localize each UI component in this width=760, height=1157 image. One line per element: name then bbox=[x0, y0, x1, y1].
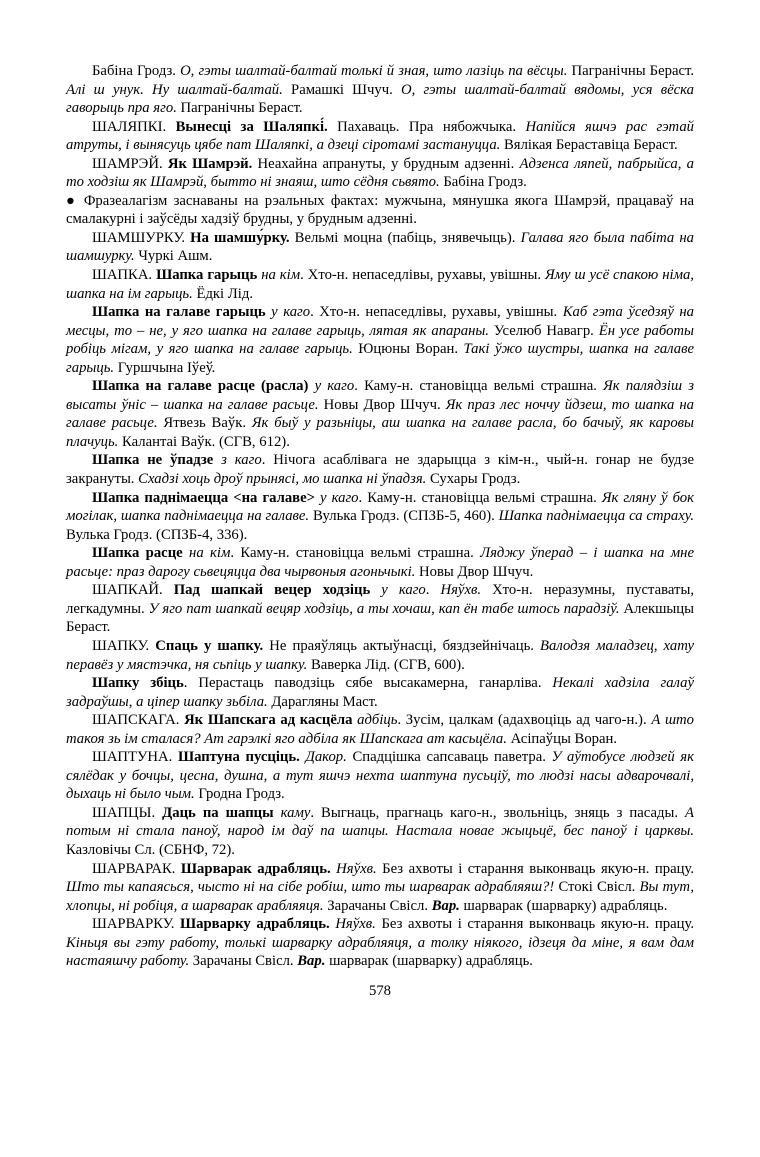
entry-run-gram: Дакор. bbox=[305, 749, 347, 766]
entry-run-idm: Вынесці за Шаляпкі́. bbox=[175, 118, 328, 135]
entry-run-gram: каму bbox=[273, 804, 311, 821]
entry-run-src: Стокі Свісл. bbox=[554, 879, 640, 896]
entry-run-src: Вулька Гродз. (СПЗБ-5, 460). bbox=[309, 508, 499, 525]
entry-run-src: Пахаваць. Пра нябожчыка. bbox=[327, 118, 526, 135]
dictionary-entry bbox=[66, 451, 694, 488]
entry-run-gram: на кім bbox=[182, 545, 231, 562]
entry-run-gram: Няўхв. bbox=[440, 582, 482, 599]
entry-run-ex: Яму ш усё спакою німа, шапка на ім гарыць. bbox=[66, 267, 694, 302]
entry-run-src: Спадцішка сапсаваць паветра. bbox=[346, 749, 552, 766]
entry-run-idm: Як Шамрэй. bbox=[167, 155, 253, 172]
entry-run-ex: Алі ш унук. Ну шалтай-балтай. bbox=[66, 81, 283, 98]
entry-run-src: Гродна Гродз. bbox=[194, 786, 285, 803]
entry-run-gram: у каго bbox=[308, 378, 355, 395]
entry-run-src: Казловічы Сл. (СБНФ, 72). bbox=[66, 841, 235, 858]
entry-run-src: . Каму-н. становіцца вельмі страшна. bbox=[230, 545, 481, 562]
entry-run-src: Вулька Гродз. (СПЗБ-4, 336). bbox=[66, 526, 248, 543]
entry-run-idm: Шапка расце bbox=[92, 545, 183, 562]
entry-run-src: Сухары Гродз. bbox=[426, 471, 521, 488]
entry-run-gram: у каго bbox=[370, 582, 426, 599]
dictionary-entry bbox=[66, 155, 694, 192]
entry-run-bul: ● bbox=[66, 192, 84, 209]
entry-run-src: Рамашкі Шчуч. bbox=[282, 81, 401, 98]
entry-run-ex: А потым ні стала паноў, народ ім даў па шапцы. Настала новае жыцьцё, бес паноў і царквы. bbox=[66, 804, 694, 840]
entry-run-src: Зарачаны Свісл. bbox=[189, 953, 298, 970]
dictionary-entry bbox=[66, 303, 694, 377]
entry-run-ex: Як праз лес ноччу йдзеш, то шапка на галаве расьце. bbox=[66, 396, 694, 432]
entry-run-ex: О, гэты шалтай-балтай толькі й зная, што лазіць па вёсцы. bbox=[180, 63, 568, 79]
entry-run-gram: з каго bbox=[213, 452, 262, 469]
entry-run-src: Без ахвоты і старання выконваць якую-н. працу. bbox=[376, 860, 694, 877]
entry-run-src: Новы Двор Шчуч. bbox=[415, 563, 534, 580]
entry-run-gram: у каго bbox=[265, 304, 311, 321]
entry-run-gram: у каго bbox=[315, 489, 359, 506]
entry-run-ex: Адзенса ляпей, пабрыйса, а то ходзіш як Шамрэй, бытто ні знаяш, што сёдня сьвято. bbox=[66, 155, 694, 191]
entry-run-ex: Вы тут, хлопцы, ні робіця, а шарварак арабляяця. bbox=[66, 879, 694, 914]
entry-run-src: Без ахвоты і старання выконваць якую-н. працу. bbox=[375, 916, 695, 933]
entry-run-src: Асіпаўцы Воран. bbox=[506, 730, 618, 747]
entry-run-ex: О, гэты шалтай-балтай вядомы, уся вёска гаворыць пра яго. bbox=[66, 81, 694, 117]
entry-run-idm: Шапку збіць bbox=[92, 675, 184, 692]
entry-run-idm: Шапка на галаве гарыць bbox=[92, 304, 266, 321]
entry-run-hw: ШАПКАЙ. bbox=[92, 582, 174, 599]
entry-run-src: . Выгнаць, прагнаць каго-н., звольніць, зняць з пасады. bbox=[310, 804, 686, 821]
entry-run-src: Ваверка Лід. (СГВ, 600). bbox=[307, 656, 465, 673]
entry-run-src: Юцюны Воран. bbox=[352, 341, 464, 358]
entry-run-ex: Шапка паднімаецца са страху. bbox=[498, 508, 694, 525]
entry-run-hw: ШАПКА. bbox=[92, 267, 157, 284]
dictionary-entry bbox=[66, 192, 694, 229]
entry-run-ex: У яго пат шапкай вецяр ходзіць, а ты хочаш, кап ён табе штось парадзіў. bbox=[148, 600, 620, 617]
entry-run-src: шарварак (шарварку) адрабляць. bbox=[325, 953, 533, 970]
dictionary-entry bbox=[66, 860, 694, 916]
dictionary-entry bbox=[66, 544, 694, 581]
entry-run-hw: ШАМРЭЙ. bbox=[92, 155, 168, 172]
entry-run-hw: ШАЛЯПКІ. bbox=[92, 118, 176, 135]
dictionary-entry bbox=[66, 804, 694, 860]
dictionary-entry bbox=[66, 711, 694, 748]
entry-run-hw: ШАПСКАГА. bbox=[92, 712, 185, 729]
entry-run-src: . Нічога асаблівага не здарыцца з кім-н., чый-н. гонар не будзе закрануты. bbox=[66, 452, 694, 488]
dictionary-entry bbox=[66, 377, 694, 451]
entry-run-src: . Зусім, цалкам (адахвоціць ад чаго-н.). bbox=[397, 712, 652, 729]
entry-run-src: Не праяўляць актыўнасці, бяздзейнічаць. bbox=[263, 637, 541, 654]
entry-run-src: Пагранічны Бераст. bbox=[176, 100, 303, 117]
entry-run-gram: адбіць bbox=[352, 712, 398, 729]
entry-run-ex: Каб гэта ўседзяў на месцы, то – не, у яго шапка на галаве гарыць, лятая як апараны. bbox=[66, 304, 694, 339]
dictionary-entry bbox=[66, 62, 694, 118]
entry-run-varb: Вар. bbox=[431, 897, 460, 914]
entry-run-src: . Хто-н. непаседлівы, рухавы, увішны. bbox=[300, 267, 545, 284]
entry-run-ex: Як палядзіш з высаты ўніс – шапка на галаве расьце. bbox=[66, 378, 694, 413]
entry-run-ex: Такі ўжо шустры, шапка на галаве гарыць. bbox=[66, 341, 695, 376]
entry-run-src: Вялікая Бераставіца Бераст. bbox=[500, 137, 678, 154]
entry-run-hw: ШАРВАРКУ. bbox=[92, 916, 181, 933]
entry-run-src: Хто-н. неразумны, пуставаты, легкадумны. bbox=[66, 582, 695, 617]
entry-run-idm: Шапка гарыць bbox=[156, 267, 258, 284]
entry-run-src: Зарачаны Свісл. bbox=[323, 897, 432, 914]
entry-run-idm: Даць па шапцы bbox=[162, 804, 274, 821]
entry-run-idm: Шаптуна пусціць. bbox=[177, 749, 300, 766]
entry-run-idm: Як Шапскага ад касцёла bbox=[184, 712, 353, 729]
entry-run-hw: ШАПТУНА. bbox=[92, 749, 178, 766]
entry-run-hw: ШАРВАРАК. bbox=[92, 860, 181, 877]
entry-run-idm: Шапка не ўпадзе bbox=[92, 452, 214, 469]
dictionary-entry bbox=[66, 915, 694, 971]
entry-run-varb: Вар. bbox=[297, 953, 326, 970]
entry-run-gram: Няўхв. bbox=[336, 860, 377, 877]
entry-run-ex: У аўтобусе людзей як сялёдак у бочцы, цесна, душна, а тут яшчэ нехта шаптуна пусьціў, то людзі насы адварочвалі, дыхаць ні было чым. bbox=[66, 749, 694, 803]
entry-run-hw: ШАМШУРКУ. bbox=[92, 229, 191, 246]
entry-run-src: Уселюб Навагр. bbox=[488, 322, 599, 339]
entry-run-idm: Шарварак адрабляць. bbox=[180, 860, 331, 877]
entry-run-src: Ёдкі Лід. bbox=[192, 285, 253, 302]
entry-run-src: . bbox=[425, 582, 441, 599]
entry-run-idm: На шамшу́рку. bbox=[190, 229, 290, 246]
entry-run-src: Ятвезь Ваўк. bbox=[157, 415, 252, 432]
entry-run-idm: Шарварку адрабляць. bbox=[180, 916, 330, 933]
entry-run-src: Вельмі моцна (пабіць, знявечыць). bbox=[289, 229, 521, 246]
dictionary-entry bbox=[66, 489, 694, 545]
entry-run-idm: Шапка паднімаецца <на галаве> bbox=[92, 489, 315, 506]
entry-run-src: шарварак (шарварку) адрабляць. bbox=[459, 897, 668, 914]
entry-run-src: Бабіна Гродз. bbox=[92, 63, 181, 79]
entry-run-src: Дарагляны Маст. bbox=[267, 693, 378, 710]
entry-run-idm: Шапка на галаве расце (расла) bbox=[92, 378, 309, 395]
dictionary-entry bbox=[66, 637, 694, 674]
entry-run-src: Фразеалагізм заснаваны на рэальных фактах: мужчына, мянушка якога Шамрэй, працаваў на смалакурні і заўсёды хадзіў брудны, у брудным адзенні. bbox=[66, 192, 694, 228]
entry-run-src: Гуршчына Іўеў. bbox=[114, 359, 216, 376]
entry-run-src: Бабіна Гродз. bbox=[439, 174, 527, 191]
entry-run-gram: на кім bbox=[257, 267, 301, 284]
entry-run-ex: Напійся яшчэ рас гэтай атруты, і вынясуць цябе пат Шаляпкі, а дзеці сіротамі застануцца. bbox=[66, 118, 695, 154]
entry-run-src: Чуркі Ашм. bbox=[134, 248, 213, 265]
entry-run-hw: ШАПКУ. bbox=[92, 637, 156, 654]
entry-run-src: Пагранічны Бераст. bbox=[567, 63, 694, 79]
page-text-block bbox=[66, 62, 694, 971]
entry-run-ex: Што ты капаясься, чысто ні на сібе робіш, што ты шарварак адрабляяш?! bbox=[66, 879, 555, 896]
entry-run-src: Калантаі Ваўк. (СГВ, 612). bbox=[118, 433, 290, 450]
entry-run-ex: Схадзі хоць дроў прынясі, мо шапка ні ўпадзя. bbox=[138, 471, 427, 488]
entry-run-ex: Галава яго была пабіта на шамшурку. bbox=[66, 229, 695, 265]
entry-run-idm: Пад шапкай вецер ходзіць bbox=[173, 582, 371, 599]
entry-run-ex: Ён усе работы робіць мігам, у яго шапка на галаве гарыць. bbox=[66, 322, 694, 358]
entry-run-src: Алекшыцы Бераст. bbox=[66, 600, 695, 636]
entry-run-ex: Кіньця вы гэту работу, толькі шарварку адрабляяця, а толку ніякого, ідзеця да міне, я вам дам настаяшчу работу. bbox=[66, 934, 694, 970]
entry-run-idm: Спаць у шапку. bbox=[155, 637, 264, 654]
entry-run-ex: Як быў у разьніцы, аш шапка на галаве расла, бо бачыў, як каровы плачуць. bbox=[66, 415, 695, 450]
dictionary-entry bbox=[66, 748, 694, 804]
entry-run-gram: Няўхв. bbox=[335, 916, 376, 933]
entry-run-ex: Як гляну ў бок могілак, шапка паднімаецца на галаве. bbox=[66, 489, 694, 525]
entry-run-ex: Валодзя маладзец, хату перавёз у мястэчка, ня сьпіць у шапку. bbox=[66, 637, 694, 673]
page-number: 578 bbox=[368, 983, 392, 999]
entry-run-src: . Каму-н. становіцца вельмі страшна. bbox=[354, 378, 604, 395]
dictionary-entry bbox=[66, 674, 694, 711]
dictionary-entry bbox=[66, 229, 694, 266]
entry-run-src: Новы Двор Шчуч. bbox=[318, 396, 446, 413]
dictionary-entry bbox=[66, 581, 694, 637]
dictionary-entry bbox=[66, 118, 694, 155]
entry-run-ex: А што такоя зь ім сталася? Ат гарэлкі яго адбіла як Шапскага ат касьцёла. bbox=[66, 712, 694, 747]
entry-run-src: . Перастаць паводзіць сябе высакамерна, ганарліва. bbox=[183, 675, 553, 692]
entry-run-hw: ШАПЦЫ. bbox=[92, 804, 163, 821]
entry-run-src: Неахайна апрануты, у брудным адзенні. bbox=[252, 155, 520, 172]
entry-run-src: . Хто-н. непаседлівы, рухавы, увішны. bbox=[310, 304, 563, 321]
entry-run-ex: Некалі хадзіла галаў задраўшы, а ціпер шапку зьбіла. bbox=[66, 675, 694, 710]
dictionary-entry bbox=[66, 266, 694, 303]
entry-run-ex: Ляджу ўперад – і шапка на мне расьце: праз дарогу сьвецяцца два чырвоныя агоньчыкі. bbox=[66, 545, 694, 580]
entry-run-src: . Каму-н. становіцца вельмі страшна. bbox=[358, 489, 602, 506]
